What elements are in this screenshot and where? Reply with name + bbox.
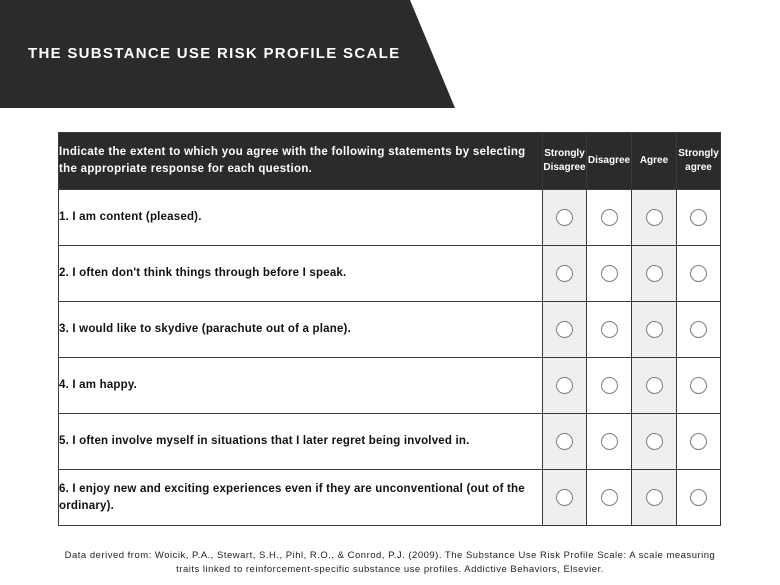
radio-strongly-agree[interactable]: [690, 321, 707, 338]
option-cell: [587, 302, 632, 358]
column-header-strongly-disagree: [543, 133, 587, 190]
page-title: THE SUBSTANCE USE RISK PROFILE SCALE: [28, 45, 401, 62]
radio-disagree[interactable]: [601, 377, 618, 394]
option-cell: [632, 246, 677, 302]
option-cell: [677, 246, 721, 302]
column-header-line: Disagree: [543, 162, 586, 173]
citation-line: traits linked to reinforcement-specific substance use profiles. Addictive Behaviors, Elsevier.: [176, 564, 604, 575]
column-header-line: agree: [685, 162, 712, 173]
question-text: 1. I am content (pleased).: [59, 190, 543, 246]
column-header-strongly-agree: [677, 133, 721, 190]
radio-strongly-disagree[interactable]: [556, 209, 573, 226]
radio-strongly-agree[interactable]: [690, 433, 707, 450]
option-cell: [632, 358, 677, 414]
question-row: [59, 190, 721, 246]
option-cell: [543, 414, 587, 470]
radio-strongly-agree[interactable]: [690, 489, 707, 506]
radio-strongly-agree[interactable]: [690, 377, 707, 394]
radio-agree[interactable]: [646, 433, 663, 450]
option-cell: [587, 246, 632, 302]
column-header-line: Agree: [639, 155, 669, 166]
question-text: 2. I often don't think things through before I speak.: [59, 246, 543, 302]
radio-strongly-disagree[interactable]: [556, 433, 573, 450]
option-cell: [632, 414, 677, 470]
option-cell: [677, 190, 721, 246]
option-cell: [543, 470, 587, 526]
radio-disagree[interactable]: [601, 265, 618, 282]
option-cell: [543, 302, 587, 358]
radio-agree[interactable]: [646, 321, 663, 338]
radio-disagree[interactable]: [601, 433, 618, 450]
radio-agree[interactable]: [646, 265, 663, 282]
instruction-text: Indicate the extent to which you agree with the following statements by selecting the appropriate response for each question.: [59, 133, 543, 190]
radio-strongly-disagree[interactable]: [556, 265, 573, 282]
radio-strongly-disagree[interactable]: [556, 377, 573, 394]
column-header-agree: [632, 133, 677, 190]
option-cell: [587, 414, 632, 470]
question-text: 5. I often involve myself in situations that I later regret being involved in.: [59, 414, 543, 470]
citation-line: Data derived from: Woicik, P.A., Stewart, S.H., Pihl, R.O., & Conrod, P.J. (2009). The Substance Use Risk Profile Scale: A scale measuring: [64, 550, 716, 561]
option-cell: [677, 470, 721, 526]
option-cell: [543, 358, 587, 414]
column-header-line: Disagree: [587, 155, 631, 166]
option-cell: [587, 190, 632, 246]
question-row: [59, 414, 721, 470]
radio-disagree[interactable]: [601, 489, 618, 506]
question-text: 3. I would like to skydive (parachute out of a plane).: [59, 302, 543, 358]
option-cell: [587, 358, 632, 414]
radio-strongly-agree[interactable]: [690, 209, 707, 226]
table-header-row: [59, 133, 721, 190]
option-cell: [632, 190, 677, 246]
column-header-line: Strongly: [544, 148, 585, 159]
option-cell: [677, 414, 721, 470]
column-header-disagree: [587, 133, 632, 190]
option-cell: [543, 190, 587, 246]
question-text: 6. I enjoy new and exciting experiences even if they are unconventional (out of the ordinary).: [59, 470, 543, 526]
option-cell: [677, 358, 721, 414]
radio-agree[interactable]: [646, 489, 663, 506]
question-row: [59, 302, 721, 358]
question-text: 4. I am happy.: [59, 358, 543, 414]
radio-disagree[interactable]: [601, 209, 618, 226]
radio-disagree[interactable]: [601, 321, 618, 338]
column-header-line: Strongly: [678, 148, 719, 159]
option-cell: [632, 302, 677, 358]
option-cell: [632, 470, 677, 526]
option-cell: [543, 246, 587, 302]
question-row: [59, 470, 721, 526]
radio-strongly-disagree[interactable]: [556, 321, 573, 338]
citation: [20, 549, 760, 577]
question-row: [59, 246, 721, 302]
option-cell: [677, 302, 721, 358]
question-row: [59, 358, 721, 414]
radio-agree[interactable]: [646, 209, 663, 226]
radio-strongly-disagree[interactable]: [556, 489, 573, 506]
survey-table: [58, 132, 721, 526]
radio-agree[interactable]: [646, 377, 663, 394]
radio-strongly-agree[interactable]: [690, 265, 707, 282]
option-cell: [587, 470, 632, 526]
